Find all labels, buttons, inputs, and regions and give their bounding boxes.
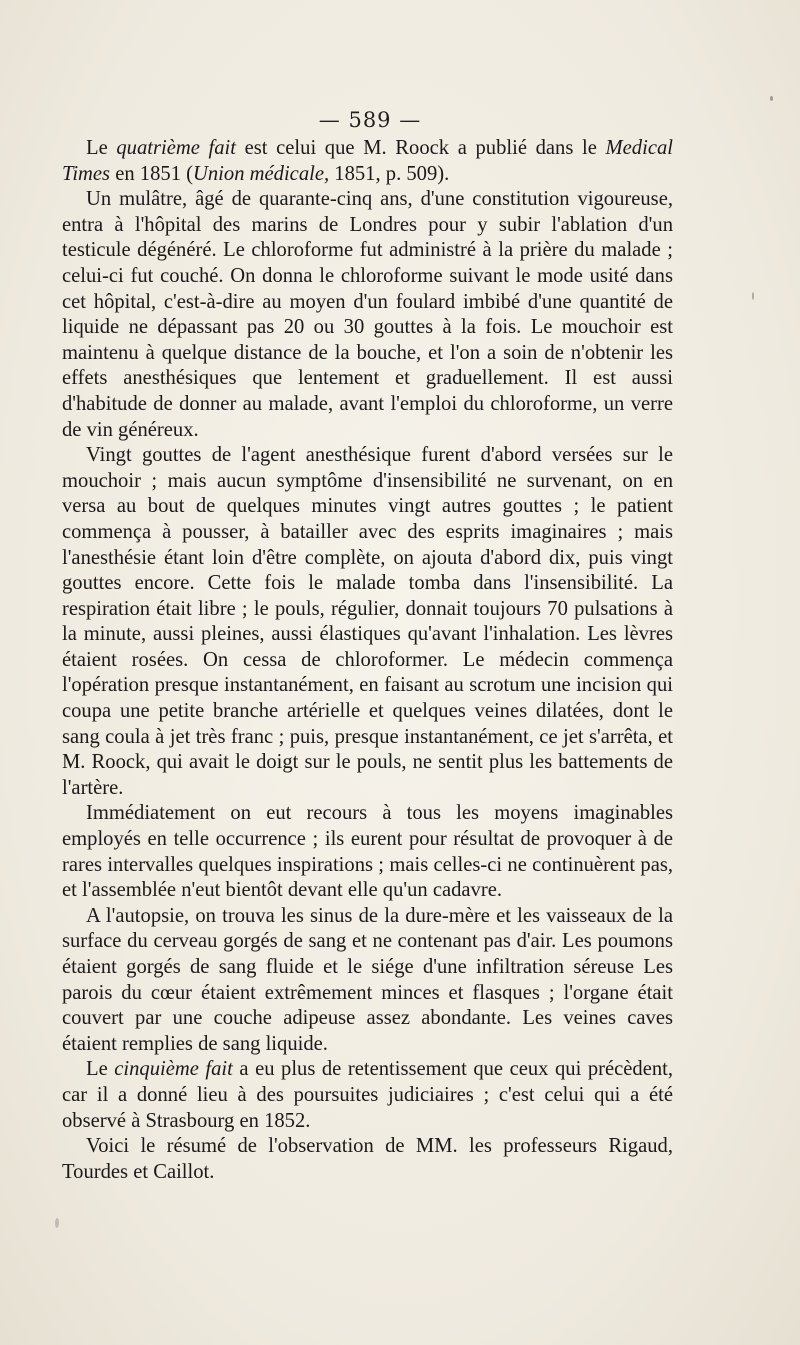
paragraph-7: Voici le résumé de l'observation de MM. les professeurs Rigaud, Tourdes et Caillot. — [62, 1135, 673, 1183]
scan-speck — [770, 96, 773, 101]
paragraph-6 — [62, 1057, 673, 1134]
italic-term: cinquième fait — [114, 1058, 233, 1081]
paragraph-text: Le — [86, 137, 117, 159]
paragraph-1 — [62, 136, 673, 187]
paragraph-5: A l'autopsie, on trouva les sinus de la dure-mère et les vaisseaux de la surface du cerveau gorgés de sang et ne contenant pas d'air. Les poumons étaient gorgés de sang fluide et le siége d'une infiltration séreuse Les parois du cœur étaient extrêmement minces et flasques ; l'organe était couvert par une couche adipeuse assez abondante. Les veines caves étaient remplies de sang liquide. — [62, 904, 673, 1055]
paragraph-text: est celui que M. Roock a publié dans le — [235, 137, 606, 159]
journal-title: Medical Times — [62, 137, 673, 185]
paragraph-4: Immédiatement on eut recours à tous les moyens imaginables employés en telle occurrence ; ils eurent pour résultat de provoquer à de rares intervalles quelques inspirations ; mais celles-ci ne continuèrent pas, et l'assemblée n'eut bientôt devant elle qu'un cadavre. — [62, 802, 673, 902]
paragraph-text: en 1851 ( — [110, 162, 194, 185]
paragraph-text: a eu plus de retentissement que ceux qui précèdent, car il a donné lieu à des poursuites judiciaires ; c'est celui qui a été observé à Strasbourg en 1852. — [62, 1058, 673, 1132]
paragraph-2: Un mulâtre, âgé de quarante-cinq ans, d'une constitution vigoureuse, entra à l'hôpital des marins de Londres pour y subir l'ablation d'un testicule dégénéré. Le chloroforme fut administré à la prière du malade ; celui-ci fut couché. On donna le chloroforme suivant le mode usité dans cet hôpital, c'est-à-dire au moyen d'un foulard imbibé d'une quantité de liquide ne dépassant pas 20 ou 30 gouttes à la fois. Le mouchoir est maintenu à quelque distance de la bouche, et l'on a soin de n'obtenir les effets anesthésiques que lentement et graduellement. Il est aussi d'habitude de donner au malade, avant l'emploi du chloroforme, un verre de vin généreux. — [62, 188, 673, 441]
body-text — [62, 136, 673, 1185]
scan-speck — [55, 1218, 59, 1228]
italic-term: quatrième fait — [116, 137, 236, 159]
paragraph-text: Le — [86, 1058, 115, 1081]
paragraph-text: 1851, p. 509). — [329, 162, 450, 185]
page-number: — 589 — — [318, 108, 422, 132]
paragraph-3: Vingt gouttes de l'agent anesthésique furent d'abord versées sur le mouchoir ; mais aucun symptôme d'insensibilité ne survenant, on en versa au bout de quelques minutes vingt autres gouttes ; le patient commença à pousser, à batailler avec des esprits imaginaires ; mais l'anesthésie étant loin d'être complète, on ajouta d'abord dix, puis vingt gouttes encore. Cette fois le malade tomba dans l'insensibilité. La respiration était libre ; le pouls, régulier, donnait toujours 70 pulsations à la minute, aussi pleines, aussi élastiques qu'avant l'inhalation. Les lèvres étaient rosées. On cessa de chloroformer. Le médecin commença l'opération presque instantanément, en faisant au scrotum une incision qui coupa une petite branche artérielle et quelques veines dilatées, dont le sang coula à jet très franc ; puis, presque instantanément, ce jet s'arrêta, et M. Roock, qui avait le doigt sur le pouls, ne sentit plus les battements de l'artère. — [62, 444, 673, 799]
scan-speck — [752, 292, 754, 300]
journal-title: Union médicale, — [193, 162, 330, 185]
